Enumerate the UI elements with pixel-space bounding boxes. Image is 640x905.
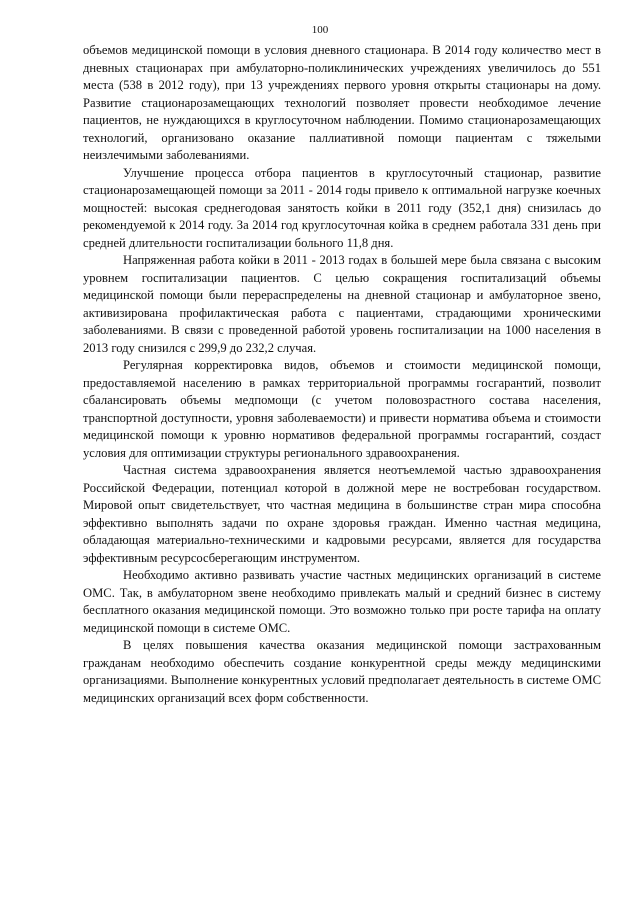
- document-body: [83, 42, 601, 707]
- paragraph-1: объемов медицинской помощи в условия дневного стационара. В 2014 году количество мест в дневных стационарах при амбулаторно-поликлинических учреждениях увеличилось до 551 места (538 в 2012 году), при 13 учреждениях первого уровня открыты стационары на дому. Развитие стационарозамещающих технологий позволяет провести необходимое лечение пациентов, не нуждающихся в круглосуточном наблюдении. Помимо стационарозамещающих технологий, организовано оказание паллиативной помощи пациентам с тяжелыми неизлечимыми заболеваниями.: [83, 43, 601, 162]
- paragraph-3: Напряженная работа койки в 2011 - 2013 годах в большей мере была связана с высоким уровнем госпитализации пациентов. С целью сокращения госпитализаций объемы медицинской помощи были перераспределены на дневной стационар и амбулаторное звено, активизирована профилактическая работа с пациентами, страдающими хроническими заболеваниями. В связи с проведенной работой уровень госпитализации на 1000 населения в 2013 году снизился с 299,9 до 232,2 случая.: [83, 253, 601, 355]
- paragraph-6: Необходимо активно развивать участие частных медицинских организаций в системе ОМС. Так, в амбулаторном звене необходимо привлекать малый и средний бизнес в систему бесплатного оказания медицинской помощи. Это возможно только при росте тарифа на оплату медицинской помощи в системе ОМС.: [83, 568, 601, 635]
- paragraph-4: Регулярная корректировка видов, объемов и стоимости медицинской помощи, предоставляемой населению в рамках территориальной программы госгарантий, позволит сбалансировать объемы медпомощи (с учетом половозрастного состава населения, транспортной доступности, уровня заболеваемости) и привести норматива объема и стоимости медицинской помощи к уровню нормативов федеральной программы госгарантий, создаст условия для оптимизации структуры регионального здравоохранения.: [83, 358, 601, 460]
- paragraph-5: Частная система здравоохранения является неотъемлемой частью здравоохранения Российской Федерации, потенциал которой в должной мере не востребован государством. Мировой опыт свидетельствует, что частная медицина в большинстве стран мира способна эффективно выполнять задачи по охране здоровья граждан. Именно частная медицина, обладающая материально-техническими и кадровыми ресурсами, является для государства эффективным ресурсосберегающим инструментом.: [83, 463, 601, 565]
- paragraph-7: В целях повышения качества оказания медицинской помощи застрахованным гражданам необходимо обеспечить создание конкурентной среды между медицинскими организациями. Выполнение конкурентных условий предполагает деятельность в системе ОМС медицинских организаций всех форм собственности.: [83, 638, 601, 705]
- paragraph-2: Улучшение процесса отбора пациентов в круглосуточный стационар, развитие стационарозамещающей помощи за 2011 - 2014 годы привело к оптимальной нагрузке коечных мощностей: высокая среднегодовая занятость койки в 2011 году (352,1 дня) снизилась до рекомендуемой к 2014 году. За 2014 год круглосуточная койка в среднем работала 331 день при средней длительности госпитализации больного 11,8 дня.: [83, 165, 601, 250]
- page-number: 100: [311, 24, 329, 36]
